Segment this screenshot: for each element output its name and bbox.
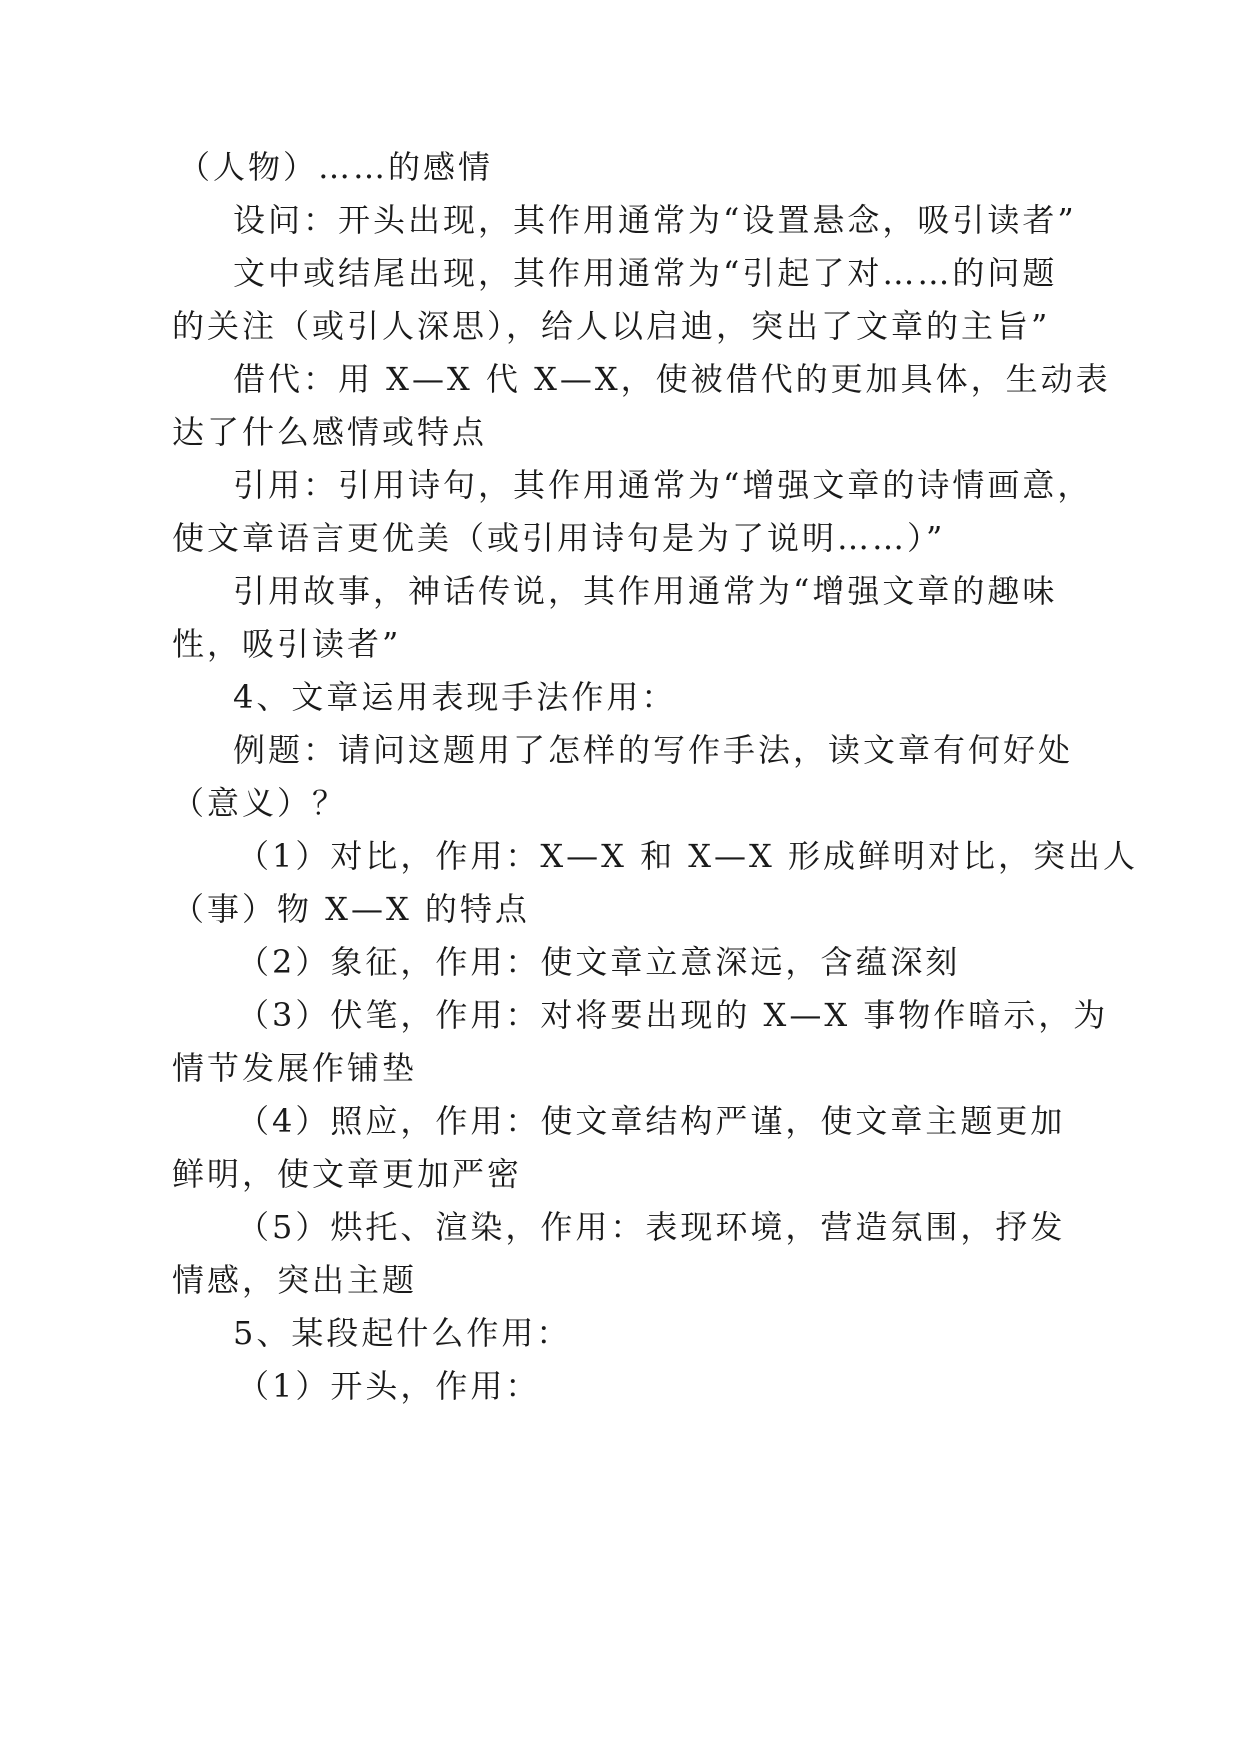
text-line-16: （2）象征，作用：使文章立意深远，含蕴深刻 [237,943,961,981]
text-line-8: 使文章语言更优美（或引用诗句是为了说明……）” [172,519,946,557]
text-line-13: （意义）？ [172,784,348,822]
text-line-9: 引用故事，神话传说，其作用通常为“增强文章的趣味 [233,572,1058,610]
text-line-10: 性，吸引读者” [172,625,402,663]
text-line-17: （3）伏笔，作用：对将要出现的 X—X 事物作暗示，为 [237,996,1109,1034]
section-heading-5: 5、某段起什么作用： [233,1314,572,1352]
text-line-22: 情感，突出主题 [172,1261,418,1299]
text-line-3: 文中或结尾出现，其作用通常为“引起了对……的问题 [233,254,1058,292]
text-line-19: （4）照应，作用：使文章结构严谨，使文章主题更加 [237,1102,1066,1140]
text-line-14: （1）对比，作用：X—X 和 X—X 形成鲜明对比，突出人 [237,837,1139,875]
text-line-7: 引用：引用诗句，其作用通常为“增强文章的诗情画意， [233,466,1093,504]
text-line-4: 的关注（或引人深思），给人以启迪，突出了文章的主旨” [172,307,1051,345]
text-line-1: （人物）……的感情 [178,148,494,186]
text-line-6: 达了什么感情或特点 [172,413,488,451]
text-line-2: 设问：开头出现，其作用通常为“设置悬念，吸引读者” [233,201,1077,239]
text-line-18: 情节发展作铺垫 [172,1049,418,1087]
text-line-12: 例题：请问这题用了怎样的写作手法，读文章有何好处 [233,731,1074,769]
section-heading-4: 4、文章运用表现手法作用： [233,678,677,716]
text-line-21: （5）烘托、渲染，作用：表现环境，营造氛围，抒发 [237,1208,1066,1246]
text-line-24: （1）开头，作用： [237,1367,541,1405]
text-line-5: 借代：用 X—X 代 X—X，使被借代的更加具体，生动表 [233,360,1111,398]
text-line-20: 鲜明，使文章更加严密 [172,1155,523,1193]
text-line-15: （事）物 X—X 的特点 [172,890,530,928]
